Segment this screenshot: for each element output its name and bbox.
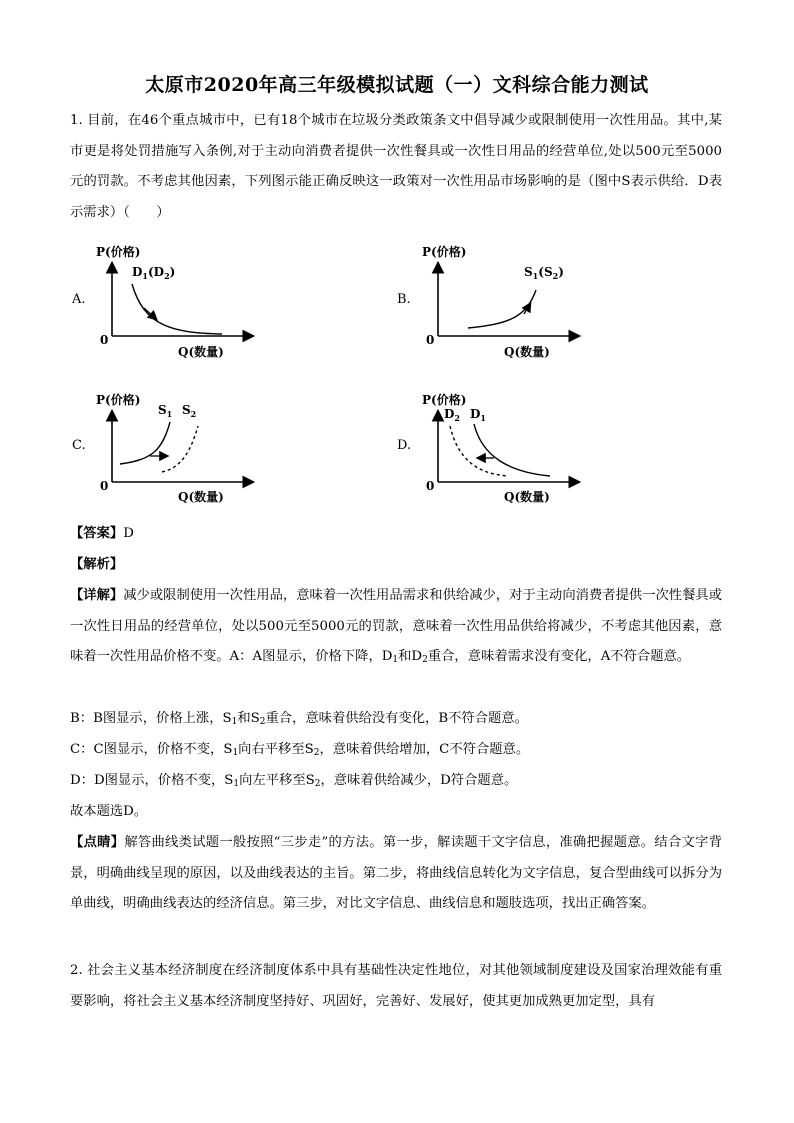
question-2	[70, 956, 722, 1017]
graph-a	[92, 236, 272, 366]
tip-text: 解答曲线类试题一般按照“三步走”的方法。第一步，解读题干文字信息，准确把握题意。结合文字背景，明确曲线呈现的原因，以及曲线表达的主旨。第二步，将曲线信息转化为文字信息，复合型曲线可以拆分为单曲线，明确曲线表达的经济信息。第三步，对比文字信息、曲线信息和题肢选项，找出正确答案。	[70, 835, 722, 912]
graph-d-demand-curve-d2	[450, 426, 508, 476]
question-2-text: 社会主义基本经济制度在经济制度体系中具有基础性决定性地位，对其他领域制度建设及国家治理效能有重要影响，将社会主义基本经济制度坚持好、巩固好，完善好、发展好，使其更加成熟更加定型，具有	[70, 963, 723, 1009]
detail-text: D：D图显示，价格不变，S	[70, 773, 234, 788]
graph-c-supply-curve-s2	[162, 426, 198, 472]
detail-option-b	[70, 704, 722, 735]
detail-text: 和S	[237, 711, 260, 726]
detail-sub: 2	[259, 717, 266, 727]
graph-b-curve-label: $S_1(S_2)$	[524, 265, 564, 281]
graph-b-origin: 0	[426, 333, 435, 347]
graph-a-ylabel: P(价格)	[96, 245, 141, 259]
answer-line	[70, 519, 722, 550]
option-d-label: D.	[397, 438, 412, 453]
detail-text: 向左平移至S	[239, 773, 315, 788]
detail-text: B：B图显示，价格上涨，S	[70, 711, 232, 726]
graph-a-arrow	[144, 308, 156, 319]
graph-d-label-d2: $D_2$	[444, 407, 460, 423]
graph-d-origin: 0	[426, 479, 435, 493]
detail-text: 和D	[398, 649, 423, 665]
graph-c-xlabel: Q(数量)	[178, 490, 224, 504]
graph-a-origin: 0	[100, 333, 109, 347]
graph-a-curve-label: $D_1(D_2)$	[132, 265, 176, 281]
detail-text: 重合，意味着需求没有变化，A不符合题意。	[427, 649, 691, 665]
question-1-text: 目前，在46个重点城市中，已有18个城市在垃圾分类政策条文中倡导减少或限制使用一次性用品。其中,某市更是将处罚措施写入条例,对于主动向消费者提供一次性餐具或一次性日用品的经营单位,处以500元至5000元的罚款。不考虑其他因素，下列图示能正确反映这一政策对一次性用品市场影响的是（图中S表示供给．D表示需求）（ ）	[70, 113, 722, 220]
question-2-number: 2.	[70, 963, 83, 978]
detail-conclusion: 故本题选D。	[70, 804, 148, 819]
tip-tag: 【点睛】	[70, 835, 125, 850]
graph-b	[418, 236, 598, 366]
detail-text: ，意味着供给增加，C不符合题意。	[319, 742, 530, 757]
graph-c-label-s1: $S_1$	[158, 403, 173, 419]
graph-d-label-d1: $D_1$	[470, 407, 486, 423]
graph-c-supply-curve-s1	[120, 422, 170, 464]
detail-option-d	[70, 766, 722, 797]
detail-option-c	[70, 735, 722, 766]
detail-text: 减少或限制使用一次性用品，意味着一次性用品需求和供给减少，对于主动向消费者提供一次性餐具或一次性日用品的经营单位，处以500元至5000元的罚款，意味着一次性用品供给将减少，不考虑其他因素，意味着一次性用品价格不变。A：A图显示，价格下降，D	[70, 588, 723, 665]
graph-d-demand-curve-d1	[474, 424, 550, 476]
graph-b-supply-curve	[468, 290, 536, 328]
detail-text: C：C图显示，价格不变，S	[70, 742, 233, 757]
graph-c-origin: 0	[100, 479, 109, 493]
graph-c-label-s2: $S_2$	[182, 403, 197, 419]
tip-paragraph	[70, 828, 722, 920]
detail-text: ，意味着供给减少，D符合题意。	[320, 773, 518, 788]
detail-sub: 1	[392, 655, 399, 666]
graph-d	[418, 384, 598, 514]
graph-b-ylabel: P(价格)	[422, 245, 467, 259]
detail-sub: 1	[233, 779, 240, 789]
analysis-line	[70, 550, 722, 581]
option-c-label: C.	[72, 438, 86, 453]
graph-d-xlabel: Q(数量)	[504, 490, 550, 504]
question-1-number: 1.	[70, 113, 83, 128]
answer-tag: 【答案】	[70, 526, 124, 541]
detail-sub: 2	[314, 779, 321, 789]
graph-c-ylabel: P(价格)	[96, 393, 141, 407]
detail-paragraph	[70, 581, 722, 673]
question-1	[70, 106, 722, 228]
answer-value: D	[123, 526, 134, 541]
graph-c	[92, 384, 272, 514]
detail-sub: 2	[313, 748, 320, 758]
detail-sub: 1	[232, 748, 239, 758]
detail-sub: 2	[422, 655, 428, 666]
option-b-label: B.	[397, 292, 411, 307]
graph-d-ylabel: P(价格)	[422, 393, 467, 407]
graph-a-xlabel: Q(数量)	[178, 345, 224, 359]
page-title: 太原市2020年高三年级模拟试题（一）文科综合能力测试	[145, 74, 649, 96]
detail-text: 重合，意味着供给没有变化，B不符合题意。	[265, 711, 528, 726]
detail-sub: 1	[231, 717, 238, 727]
option-a-label: A.	[72, 292, 86, 307]
graph-b-xlabel: Q(数量)	[504, 345, 550, 359]
detail-tag: 【详解】	[70, 588, 124, 603]
detail-text: 向右平移至S	[238, 742, 314, 757]
analysis-tag: 【解析】	[70, 557, 124, 572]
